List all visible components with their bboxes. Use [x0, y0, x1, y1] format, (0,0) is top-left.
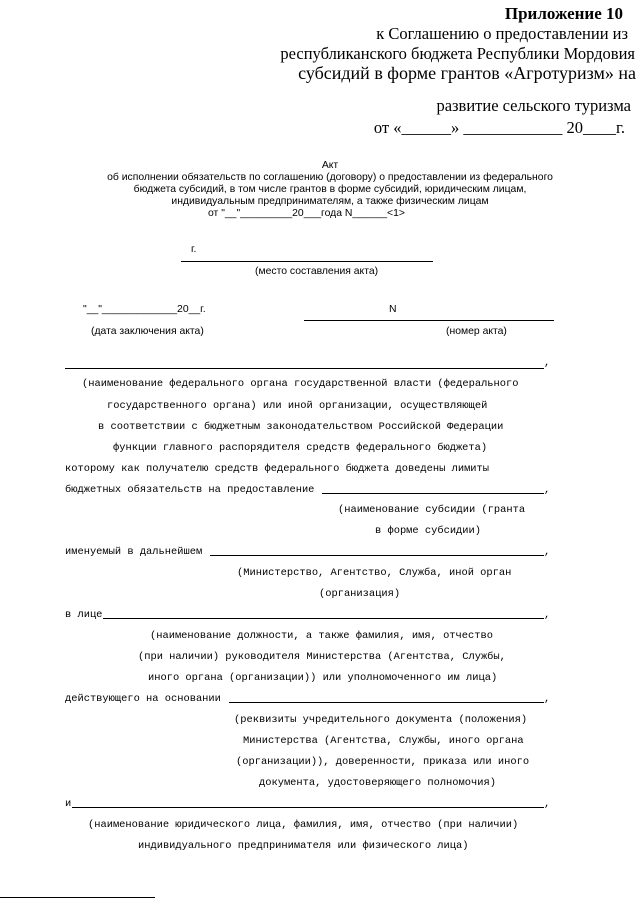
number-line — [304, 320, 554, 321]
act-line-3: индивидуальным предпринимателям, а также физическим лицам — [171, 196, 489, 207]
appendix-line-1: к Соглашению о предоставлении из — [376, 24, 628, 43]
appendix-line-4: развитие сельского туризма — [436, 96, 631, 115]
act-line-1: об исполнении обязательств по соглашению (договору) о предоставлении из федерального — [107, 172, 553, 183]
place-label: (место составления акта) — [255, 266, 379, 277]
legal-desc-1: (наименование юридического лица, фамилия, имя, отчество (при наличии) — [88, 819, 519, 831]
basis-comma: , — [544, 693, 551, 705]
date-label: (дата заключения акта) — [91, 326, 204, 337]
person-line — [103, 618, 544, 619]
appendix-line-2: республиканского бюджета Республики Мордовия — [280, 44, 635, 63]
legal-comma: , — [544, 798, 551, 810]
act-title: Акт — [321, 160, 339, 171]
act-line-4: от "__"_________20___года N______<1> — [208, 208, 405, 219]
appendix-title: Приложение 10 — [504, 4, 623, 23]
person-text: в лице — [65, 609, 103, 621]
basis-text: действующего на основании — [65, 693, 221, 705]
fed-organ-desc-3: в соответствии с бюджетным законодательством Российской Федерации — [98, 421, 504, 433]
named-text: именуемый в дальнейшем — [65, 546, 203, 558]
fed-organ-line — [65, 368, 544, 369]
subsidy-line — [322, 493, 544, 494]
number-prefix: N — [389, 304, 397, 315]
position-desc-2: (при наличии) руководителя Министерства (Агентства, Службы, — [138, 651, 506, 663]
docs-desc-4: документа, удостоверяющего полномочия) — [259, 777, 496, 789]
number-label: (номер акта) — [446, 326, 507, 337]
act-line-2: бюджета субсидий, в том числе грантов в форме субсидий, юридическим лицам, — [133, 184, 527, 195]
subsidy-desc-2: в форме субсидии) — [375, 525, 482, 537]
appendix-line-3: субсидий в форме грантов «Агротуризм» на — [298, 63, 636, 83]
position-desc-1: (наименование должности, а также фамилия, имя, отчество — [150, 630, 493, 642]
subsidy-comma: , — [544, 484, 551, 496]
docs-desc-1: (реквизиты учредительного документа (положения) — [234, 714, 528, 726]
basis-line — [229, 702, 544, 703]
ministry-desc-2: (организация) — [319, 588, 401, 600]
position-desc-3: иного органа (организации)) или уполномоченного им лица) — [148, 672, 498, 684]
date-value: "__"_____________20__г. — [83, 304, 206, 315]
fed-organ-desc-2: государственного органа) или иной организации, осуществляющей — [107, 400, 488, 412]
person-comma: , — [544, 609, 551, 621]
docs-desc-2: Министерства (Агентства, Службы, иного органа — [243, 735, 524, 747]
recipient-text-2: бюджетных обязательств на предоставление — [65, 484, 315, 496]
ministry-desc-1: (Министерство, Агентство, Служба, иной орган — [237, 567, 512, 579]
footnote-separator — [0, 897, 155, 898]
appendix-line-5: от «______» ____________ 20____г. — [373, 118, 625, 137]
named-comma: , — [544, 546, 551, 558]
named-line — [210, 555, 544, 556]
docs-desc-3: (организации)), доверенности, приказа или иного — [236, 756, 530, 768]
legal-desc-2: индивидуального предпринимателя или физического лица) — [138, 840, 469, 852]
fed-organ-desc-1: (наименование федерального органа государственной власти (федерального — [82, 378, 519, 390]
legal-line — [72, 807, 544, 808]
fed-organ-desc-4: функции главного распорядителя средств федерального бюджета) — [113, 442, 488, 454]
and-text: и — [65, 798, 72, 810]
place-line — [181, 261, 433, 262]
subsidy-desc-1: (наименование субсидии (гранта — [338, 504, 526, 516]
fed-organ-comma: , — [544, 357, 551, 369]
place-prefix: г. — [191, 244, 197, 255]
recipient-text-1: которому как получателю средств федерального бюджета доведены лимиты — [65, 463, 490, 475]
